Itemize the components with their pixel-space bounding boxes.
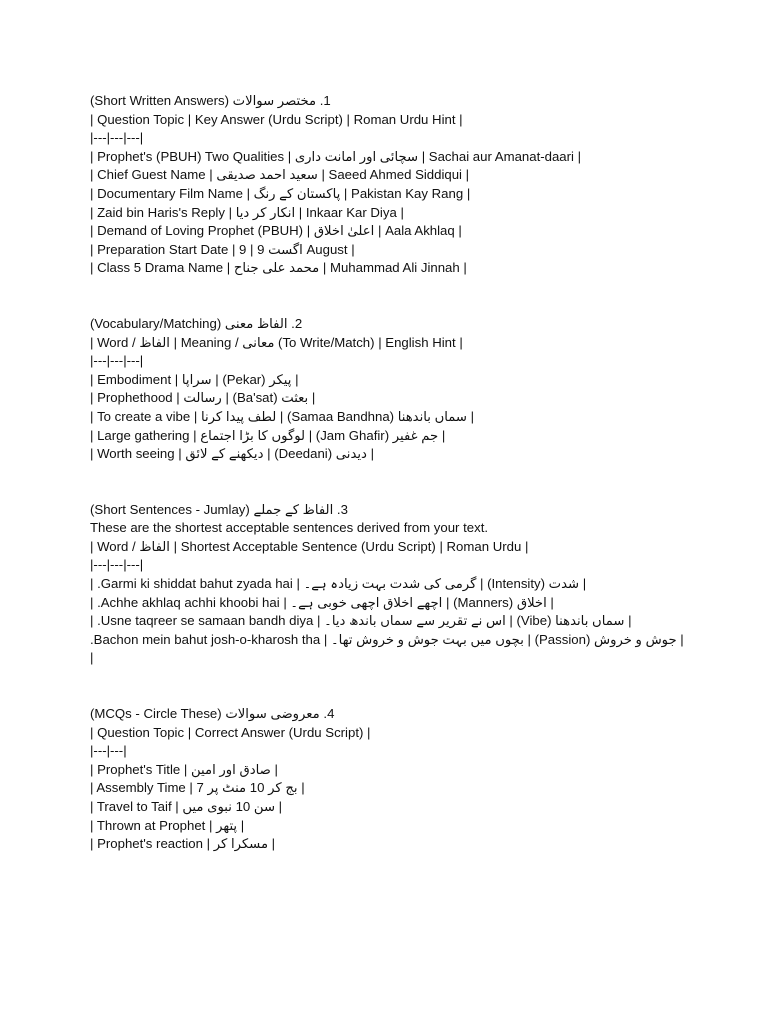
section-vocabulary — [90, 315, 690, 464]
table-header-row: | Word / الفاظ | Shortest Acceptable Sentence (Urdu Script) | Roman Urdu | — [90, 538, 529, 554]
table-separator-row: |---|---| — [90, 743, 127, 759]
table-row: | سماں باندھنا (Samaa Bandhna) | لطف پیدا کرنا | To create a vibe | — [90, 408, 475, 424]
section-heading: 1. مختصر سوالات (Short Written Answers) — [90, 93, 331, 108]
section-sentences — [90, 501, 690, 668]
table-row: | Class 5 Drama Name | محمد علی جناح | Muhammad Ali Jinnah | — [90, 260, 467, 276]
table-row: | جم غفیر (Jam Ghafir) | لوگوں کا بڑا اجتماع | Large gathering | — [90, 427, 446, 443]
table-row: | Prophet's (PBUH) Two Qualities | سچائی اور امانت داری | Sachai aur Amanat-daari | — [90, 148, 582, 164]
table-row: | پیکر (Pekar) | سراپا | Embodiment | — [90, 371, 299, 387]
table-row: | Demand of Loving Prophet (PBUH) | اعلیٰ اخلاق | Aala Akhlaq | — [90, 223, 462, 239]
section-heading: 3. الفاظ کے جملے (Short Sentences - Jumlay) — [90, 501, 348, 517]
table-row: | Preparation Start Date | 9 | 9 اگست August | — [90, 241, 355, 257]
table-row: | اخلاق (Manners) | اچھے اخلاق اچھی خوبی ہے۔ | Achhe akhlaq achhi khoobi hai. | — [90, 594, 554, 610]
table-row: | بعثت (Ba'sat) | رسالت | Prophethood | — [90, 390, 316, 406]
table-row: | Zaid bin Haris's Reply | انکار کر دیا | Inkaar Kar Diya | — [90, 204, 404, 220]
section-short-answers — [90, 92, 690, 278]
table-header-row: | Question Topic | Key Answer (Urdu Script) | Roman Urdu Hint | — [90, 111, 463, 127]
table-row: | Thrown at Prophet | پتھر | — [90, 817, 245, 833]
table-row: | شدت (Intensity) | گرمی کی شدت بہت زیادہ ہے۔ | Garmi ki shiddat bahut zyada hai. | — [90, 576, 587, 592]
table-header-row: | Question Topic | Correct Answer (Urdu Script) | — [90, 724, 371, 740]
table-header-row: | Word / الفاظ | Meaning / معانی (To Write/Match) | English Hint | — [90, 334, 463, 350]
document-page — [90, 92, 690, 854]
table-row: | Chief Guest Name | سعید احمد صدیقی | Saeed Ahmed Siddiqui | — [90, 167, 470, 183]
section-heading: 4. معروضی سوالات (MCQs - Circle These) — [90, 706, 335, 722]
table-separator-row: |---|---|---| — [90, 130, 144, 146]
table-row: | سماں باندھنا (Vibe) | اس نے تقریر سے سماں باندھ دیا۔ | Usne taqreer se samaan bandh diya. | — [90, 613, 632, 629]
table-row: | Travel to Taif | سن 10 نبوی میں | — [90, 799, 283, 814]
table-row: | Prophet's Title | صادق اور امین | — [90, 761, 278, 777]
table-separator-row: |---|---|---| — [90, 557, 144, 573]
table-row: | Assembly Time | 7 بج کر 10 منٹ پر | — [90, 780, 305, 796]
table-row: | Documentary Film Name | پاکستان کے رنگ | Pakistan Kay Rang | — [90, 185, 471, 201]
section-intro-text: These are the shortest acceptable sentences derived from your text. — [90, 520, 489, 536]
table-row: | Prophet's reaction | مسکرا کر | — [90, 836, 276, 852]
section-heading: 2. الفاظ معنی (Vocabulary/Matching) — [90, 315, 303, 331]
table-row: | دیدنی (Deedani) | دیکھنے کے لائق | Worth seeing | — [90, 446, 375, 462]
table-separator-row: |---|---|---| — [90, 353, 144, 369]
table-row: | جوش و خروش (Passion) | بچوں میں بہت جوش و خروش تھا۔ | Bachon mein bahut josh-o-kharosh tha. | — [90, 631, 684, 666]
section-mcqs — [90, 705, 690, 854]
